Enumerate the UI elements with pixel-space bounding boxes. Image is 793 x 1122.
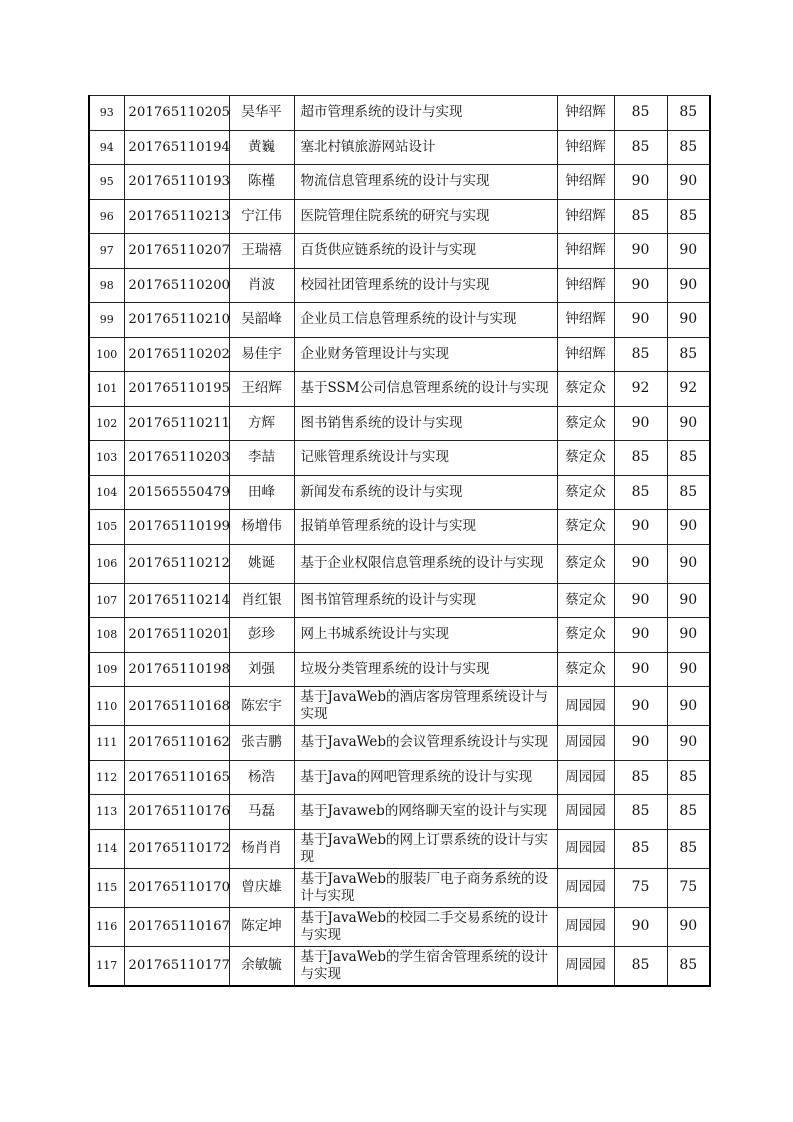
table-row	[89, 618, 710, 653]
final-score-cell: 90	[667, 510, 710, 545]
row-number-cell: 108	[89, 618, 124, 653]
row-number-cell: 93	[89, 96, 124, 131]
score-cell: 92	[614, 372, 667, 407]
table-row	[89, 406, 710, 441]
table-row	[89, 868, 710, 907]
table-row	[89, 829, 710, 868]
score-cell: 90	[614, 618, 667, 653]
table-row	[89, 337, 710, 372]
student-name-cell: 彭珍	[229, 618, 294, 653]
final-score-cell: 90	[667, 907, 710, 946]
row-number-cell: 107	[89, 583, 124, 618]
row-number-cell: 110	[89, 687, 124, 726]
table-row	[89, 544, 710, 583]
score-cell: 90	[614, 544, 667, 583]
score-cell: 85	[614, 829, 667, 868]
advisor-cell: 钟绍辉	[557, 337, 614, 372]
row-number-cell: 96	[89, 199, 124, 234]
student-id-cell: 201765110200	[124, 268, 229, 303]
thesis-title-cell: 垃圾分类管理系统的设计与实现	[294, 652, 557, 687]
table-row	[89, 795, 710, 830]
table-row	[89, 96, 710, 131]
score-cell: 90	[614, 234, 667, 269]
thesis-title-cell: 校园社团管理系统的设计与实现	[294, 268, 557, 303]
advisor-cell: 周园园	[557, 687, 614, 726]
row-number-cell: 100	[89, 337, 124, 372]
row-number-cell: 106	[89, 544, 124, 583]
final-score-cell: 85	[667, 829, 710, 868]
student-name-cell: 曾庆雄	[229, 868, 294, 907]
final-score-cell: 85	[667, 475, 710, 510]
thesis-title-cell: 企业财务管理设计与实现	[294, 337, 557, 372]
score-cell: 90	[614, 406, 667, 441]
score-cell: 90	[614, 165, 667, 200]
advisor-cell: 蔡定众	[557, 618, 614, 653]
student-name-cell: 田峰	[229, 475, 294, 510]
thesis-title-cell: 图书销售系统的设计与实现	[294, 406, 557, 441]
student-id-cell: 201765110198	[124, 652, 229, 687]
thesis-title-cell: 新闻发布系统的设计与实现	[294, 475, 557, 510]
student-id-cell: 201565550479	[124, 475, 229, 510]
student-id-cell: 201765110177	[124, 946, 229, 986]
thesis-title-cell: 基于Javaweb的网络聊天室的设计与实现	[294, 795, 557, 830]
advisor-cell: 周园园	[557, 907, 614, 946]
score-cell: 75	[614, 868, 667, 907]
table-row	[89, 165, 710, 200]
student-id-cell: 201765110214	[124, 583, 229, 618]
advisor-cell: 钟绍辉	[557, 165, 614, 200]
table-row	[89, 234, 710, 269]
student-name-cell: 方辉	[229, 406, 294, 441]
score-cell: 90	[614, 907, 667, 946]
student-id-cell: 201765110172	[124, 829, 229, 868]
student-id-cell: 201765110193	[124, 165, 229, 200]
advisor-cell: 周园园	[557, 726, 614, 761]
student-name-cell: 杨增伟	[229, 510, 294, 545]
advisor-cell: 周园园	[557, 829, 614, 868]
score-cell: 85	[614, 760, 667, 795]
advisor-cell: 蔡定众	[557, 652, 614, 687]
advisor-cell: 钟绍辉	[557, 268, 614, 303]
advisor-cell: 蔡定众	[557, 544, 614, 583]
student-id-cell: 201765110201	[124, 618, 229, 653]
final-score-cell: 92	[667, 372, 710, 407]
thesis-title-cell: 基于JavaWeb的学生宿舍管理系统的设计与实现	[294, 946, 557, 986]
thesis-title-cell: 基于JavaWeb的网上订票系统的设计与实现	[294, 829, 557, 868]
student-name-cell: 姚诞	[229, 544, 294, 583]
student-name-cell: 吴韶峰	[229, 303, 294, 338]
student-name-cell: 陈宏宇	[229, 687, 294, 726]
row-number-cell: 94	[89, 130, 124, 165]
student-name-cell: 王绍辉	[229, 372, 294, 407]
thesis-title-cell: 基于JavaWeb的服装厂电子商务系统的设计与实现	[294, 868, 557, 907]
score-cell: 90	[614, 268, 667, 303]
student-name-cell: 刘强	[229, 652, 294, 687]
student-name-cell: 王瑞禧	[229, 234, 294, 269]
row-number-cell: 101	[89, 372, 124, 407]
student-id-cell: 201765110194	[124, 130, 229, 165]
table-row	[89, 907, 710, 946]
thesis-title-cell: 百货供应链系统的设计与实现	[294, 234, 557, 269]
table-row	[89, 760, 710, 795]
table-row	[89, 475, 710, 510]
row-number-cell: 99	[89, 303, 124, 338]
final-score-cell: 90	[667, 165, 710, 200]
student-id-cell: 201765110211	[124, 406, 229, 441]
row-number-cell: 113	[89, 795, 124, 830]
table-row	[89, 510, 710, 545]
table-row	[89, 441, 710, 476]
student-name-cell: 杨浩	[229, 760, 294, 795]
advisor-cell: 蔡定众	[557, 475, 614, 510]
student-name-cell: 肖波	[229, 268, 294, 303]
thesis-title-cell: 物流信息管理系统的设计与实现	[294, 165, 557, 200]
student-id-cell: 201765110210	[124, 303, 229, 338]
student-id-cell: 201765110170	[124, 868, 229, 907]
score-cell: 90	[614, 687, 667, 726]
row-number-cell: 109	[89, 652, 124, 687]
row-number-cell: 105	[89, 510, 124, 545]
student-id-cell: 201765110203	[124, 441, 229, 476]
thesis-title-cell: 基于JavaWeb的酒店客房管理系统设计与实现	[294, 687, 557, 726]
thesis-title-cell: 超市管理系统的设计与实现	[294, 96, 557, 131]
thesis-title-cell: 基于SSM公司信息管理系统的设计与实现	[294, 372, 557, 407]
thesis-title-cell: 网上书城系统设计与实现	[294, 618, 557, 653]
final-score-cell: 85	[667, 337, 710, 372]
advisor-cell: 钟绍辉	[557, 130, 614, 165]
score-cell: 85	[614, 475, 667, 510]
final-score-cell: 85	[667, 441, 710, 476]
student-id-cell: 201765110199	[124, 510, 229, 545]
table-row	[89, 130, 710, 165]
student-id-cell: 201765110195	[124, 372, 229, 407]
row-number-cell: 102	[89, 406, 124, 441]
student-id-cell: 201765110212	[124, 544, 229, 583]
final-score-cell: 85	[667, 946, 710, 986]
student-name-cell: 黄巍	[229, 130, 294, 165]
student-name-cell: 吴华平	[229, 96, 294, 131]
advisor-cell: 周园园	[557, 760, 614, 795]
score-cell: 90	[614, 652, 667, 687]
student-id-cell: 201765110202	[124, 337, 229, 372]
table-row	[89, 726, 710, 761]
student-name-cell: 易佳宇	[229, 337, 294, 372]
advisor-cell: 钟绍辉	[557, 96, 614, 131]
final-score-cell: 85	[667, 130, 710, 165]
score-cell: 85	[614, 96, 667, 131]
advisor-cell: 蔡定众	[557, 510, 614, 545]
score-cell: 85	[614, 199, 667, 234]
row-number-cell: 112	[89, 760, 124, 795]
student-name-cell: 李喆	[229, 441, 294, 476]
final-score-cell: 90	[667, 726, 710, 761]
table-row	[89, 946, 710, 986]
thesis-title-cell: 图书馆管理系统的设计与实现	[294, 583, 557, 618]
student-name-cell: 张吉鹏	[229, 726, 294, 761]
table-row	[89, 199, 710, 234]
final-score-cell: 90	[667, 234, 710, 269]
thesis-title-cell: 塞北村镇旅游网站设计	[294, 130, 557, 165]
row-number-cell: 98	[89, 268, 124, 303]
student-id-cell: 201765110167	[124, 907, 229, 946]
row-number-cell: 114	[89, 829, 124, 868]
table-body	[89, 96, 710, 986]
score-cell: 90	[614, 583, 667, 618]
final-score-cell: 90	[667, 268, 710, 303]
student-name-cell: 杨肖肖	[229, 829, 294, 868]
table-row	[89, 687, 710, 726]
final-score-cell: 85	[667, 199, 710, 234]
student-name-cell: 陈定坤	[229, 907, 294, 946]
thesis-title-cell: 基于JavaWeb的会议管理系统设计与实现	[294, 726, 557, 761]
table-row	[89, 268, 710, 303]
student-id-cell: 201765110165	[124, 760, 229, 795]
final-score-cell: 90	[667, 583, 710, 618]
row-number-cell: 111	[89, 726, 124, 761]
student-name-cell: 陈槿	[229, 165, 294, 200]
advisor-cell: 钟绍辉	[557, 234, 614, 269]
final-score-cell: 90	[667, 544, 710, 583]
table-row	[89, 303, 710, 338]
final-score-cell: 85	[667, 96, 710, 131]
score-cell: 85	[614, 795, 667, 830]
final-score-cell: 90	[667, 303, 710, 338]
advisor-cell: 蔡定众	[557, 583, 614, 618]
student-id-cell: 201765110176	[124, 795, 229, 830]
advisor-cell: 蔡定众	[557, 406, 614, 441]
row-number-cell: 97	[89, 234, 124, 269]
row-number-cell: 115	[89, 868, 124, 907]
student-id-cell: 201765110213	[124, 199, 229, 234]
row-number-cell: 103	[89, 441, 124, 476]
row-number-cell: 116	[89, 907, 124, 946]
final-score-cell: 85	[667, 760, 710, 795]
student-id-cell: 201765110162	[124, 726, 229, 761]
score-cell: 85	[614, 946, 667, 986]
row-number-cell: 117	[89, 946, 124, 986]
advisor-cell: 周园园	[557, 868, 614, 907]
table-row	[89, 652, 710, 687]
score-cell: 85	[614, 441, 667, 476]
student-id-cell: 201765110168	[124, 687, 229, 726]
thesis-title-cell: 基于Java的网吧管理系统的设计与实现	[294, 760, 557, 795]
table-row	[89, 372, 710, 407]
table-row	[89, 583, 710, 618]
student-name-cell: 马磊	[229, 795, 294, 830]
row-number-cell: 104	[89, 475, 124, 510]
student-id-cell: 201765110207	[124, 234, 229, 269]
final-score-cell: 90	[667, 618, 710, 653]
thesis-title-cell: 基于JavaWeb的校园二手交易系统的设计与实现	[294, 907, 557, 946]
final-score-cell: 90	[667, 687, 710, 726]
student-name-cell: 宁江伟	[229, 199, 294, 234]
score-cell: 85	[614, 337, 667, 372]
student-id-cell: 201765110205	[124, 96, 229, 131]
student-name-cell: 余敏毓	[229, 946, 294, 986]
thesis-title-cell: 记账管理系统设计与实现	[294, 441, 557, 476]
thesis-title-cell: 企业员工信息管理系统的设计与实现	[294, 303, 557, 338]
final-score-cell: 90	[667, 652, 710, 687]
advisor-cell: 周园园	[557, 946, 614, 986]
thesis-title-cell: 基于企业权限信息管理系统的设计与实现	[294, 544, 557, 583]
student-name-cell: 肖红银	[229, 583, 294, 618]
advisor-cell: 蔡定众	[557, 441, 614, 476]
score-cell: 90	[614, 303, 667, 338]
thesis-title-cell: 报销单管理系统的设计与实现	[294, 510, 557, 545]
score-cell: 90	[614, 726, 667, 761]
score-cell: 90	[614, 510, 667, 545]
final-score-cell: 90	[667, 406, 710, 441]
row-number-cell: 95	[89, 165, 124, 200]
advisor-cell: 钟绍辉	[557, 199, 614, 234]
advisor-cell: 周园园	[557, 795, 614, 830]
score-cell: 85	[614, 130, 667, 165]
final-score-cell: 75	[667, 868, 710, 907]
advisor-cell: 钟绍辉	[557, 303, 614, 338]
advisor-cell: 蔡定众	[557, 372, 614, 407]
final-score-cell: 85	[667, 795, 710, 830]
thesis-score-table	[88, 95, 711, 987]
thesis-title-cell: 医院管理住院系统的研究与实现	[294, 199, 557, 234]
